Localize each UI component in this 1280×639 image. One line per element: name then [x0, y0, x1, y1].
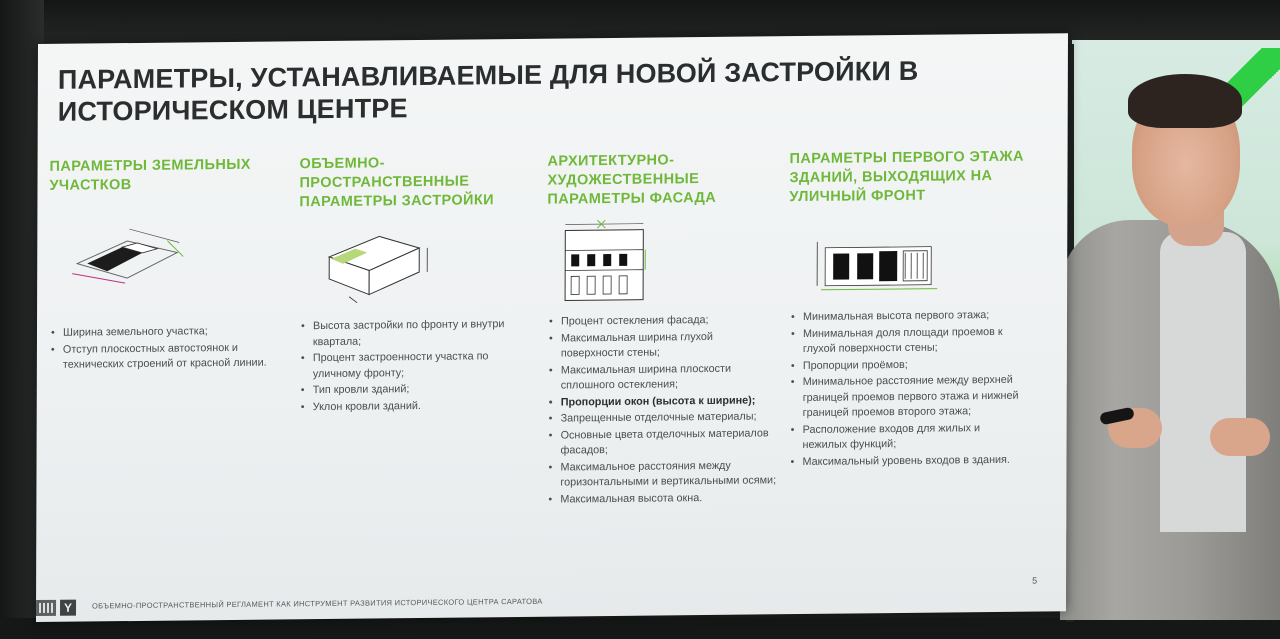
list-item: • Пропорции проёмов;: [789, 356, 1019, 374]
speaker-hair: [1128, 74, 1242, 128]
list-item: • Максимальная ширина глухой поверхности стены;: [547, 329, 779, 362]
ground-floor-diagram-icon: [811, 237, 941, 294]
list-item: • Основные цвета отделочных материалов фасадов;: [547, 426, 779, 459]
slide-footer-text: ОБЪЕМНО-ПРОСТРАНСТВЕННЫЙ РЕГЛАМЕНТ КАК ИНСТРУМЕНТ РАЗВИТИЯ ИСТОРИЧЕСКОГО ЦЕНТРА САРАТОВА: [92, 596, 543, 611]
column-list: [49, 323, 289, 374]
list-item: • Ширина земельного участка;: [49, 323, 289, 341]
column-ground-floor-parameters: [789, 148, 1029, 468]
column-heading: АРХИТЕКТУРНО-ХУДОЖЕСТВЕННЫЕ ПАРАМЕТРЫ ФАСАДА: [547, 152, 717, 208]
list-item: • Максимальный уровень входов в здания.: [788, 452, 1018, 470]
column-heading: ПАРАМЕТРЫ ЗЕМЕЛЬНЫХ УЧАСТКОВ: [49, 156, 251, 194]
column-heading: ОБЪЕМНО-ПРОСТРАНСТВЕННЫЕ ПАРАМЕТРЫ ЗАСТРОЙКИ: [299, 155, 494, 211]
building-volume-diagram-icon: [319, 226, 439, 307]
list-item: • Расположение входов для жилых и нежилых функций;: [789, 420, 1019, 453]
list-item: • Минимальная высота первого этажа;: [789, 308, 1019, 326]
y-emblem-icon: Y: [60, 600, 76, 616]
column-heading: ПАРАМЕТРЫ ПЕРВОГО ЭТАЖА ЗДАНИЙ, ВЫХОДЯЩИХ НА УЛИЧНЫЙ ФРОНТ: [789, 148, 1024, 206]
projected-slide: [36, 33, 1068, 622]
list-item: • Максимальная ширина плоскости сплошного остекления;: [547, 361, 779, 394]
list-item: • Максимальная высота окна.: [546, 490, 778, 508]
slide-page-number: 5: [1032, 575, 1038, 586]
column-facade-parameters: [547, 150, 787, 506]
column-list: [546, 312, 779, 508]
list-item: • Пропорции окон (высота к ширине);: [547, 393, 779, 411]
list-item: • Минимальная доля площади проемов к глухой поверхности стены;: [789, 324, 1019, 357]
list-item: • Тип кровли зданий;: [299, 381, 529, 399]
list-item: • Запрещенные отделочные материалы;: [547, 409, 779, 427]
city-logo-icon: [36, 600, 56, 616]
column-land-plots: [49, 155, 289, 371]
list-item: • Уклон кровли зданий.: [299, 397, 529, 415]
list-item: • Процент остекления фасада;: [547, 312, 779, 330]
list-item: • Процент застроенности участка по уличному фронту;: [299, 349, 529, 382]
speaker-hand-right: [1210, 418, 1270, 456]
list-item: • Отступ плоскостных автостоянок и технических строений от красной линии.: [49, 340, 289, 374]
list-item: • Высота застройки по фронту и внутри квартала;: [299, 317, 529, 350]
speaker-shirt: [1160, 232, 1246, 532]
slide-title: ПАРАМЕТРЫ, УСТАНАВЛИВАЕМЫЕ ДЛЯ НОВОЙ ЗАСТРОЙКИ В ИСТОРИЧЕСКОМ ЦЕНТРЕ: [57, 55, 919, 127]
land-plot-diagram-icon: [67, 222, 187, 293]
column-list: [299, 317, 529, 416]
list-item: • Максимальное расстояния между горизонтальными и вертикальными осями;: [546, 458, 778, 491]
column-list: [788, 308, 1019, 471]
facade-diagram-icon: [563, 220, 647, 305]
column-volume-parameters: [299, 153, 531, 413]
list-item: • Минимальное расстояние между верхней границей проемов первого этажа и нижней границей проемов второго этажа;: [789, 373, 1019, 422]
room-floor-shadow: [0, 618, 1280, 639]
